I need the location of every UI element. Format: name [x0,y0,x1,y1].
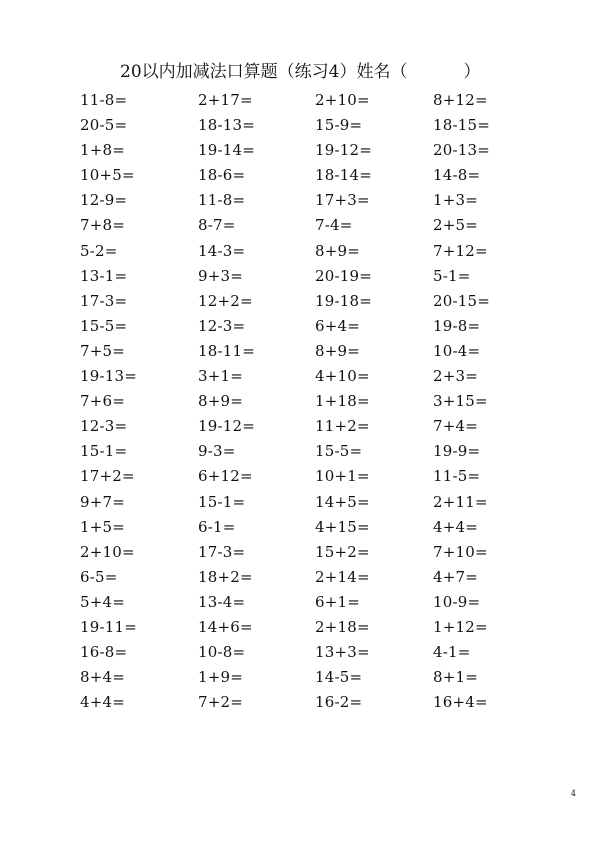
arithmetic-problem: 15-5= [315,442,363,461]
arithmetic-problem: 7+6= [80,392,126,411]
arithmetic-problem: 2+14= [315,567,370,586]
arithmetic-problem: 20-5= [80,116,128,135]
arithmetic-problem: 9-3= [198,442,236,461]
arithmetic-problem: 6+4= [315,316,361,335]
arithmetic-problem: 4+4= [433,517,479,536]
arithmetic-problem: 15-1= [80,442,128,461]
arithmetic-problem: 5-2= [80,241,118,260]
arithmetic-problem: 6-5= [80,567,118,586]
arithmetic-problem: 16-8= [80,643,128,662]
arithmetic-problem: 3+1= [198,367,244,386]
arithmetic-problem: 18-14= [315,166,373,185]
arithmetic-problem: 4+10= [315,367,370,386]
arithmetic-problem: 1+12= [433,617,488,636]
arithmetic-problem: 17+2= [80,467,135,486]
arithmetic-problem: 4-1= [433,643,471,662]
arithmetic-problem: 8+9= [315,341,361,360]
arithmetic-problem: 19-13= [80,367,138,386]
arithmetic-problem: 17+3= [315,191,370,210]
arithmetic-problem: 16+4= [433,693,488,712]
arithmetic-problem: 15-9= [315,116,363,135]
arithmetic-problem: 4+15= [315,517,370,536]
arithmetic-problem: 20-15= [433,291,491,310]
arithmetic-problem: 1+9= [198,668,244,687]
arithmetic-problem: 18-13= [198,116,256,135]
arithmetic-problem: 19-12= [315,141,373,160]
arithmetic-problem: 1+3= [433,191,479,210]
arithmetic-problem: 2+5= [433,216,479,235]
arithmetic-problem: 2+18= [315,617,370,636]
arithmetic-problem: 18+2= [198,567,253,586]
arithmetic-problem: 18-15= [433,116,491,135]
arithmetic-problem: 2+10= [315,91,370,109]
arithmetic-problem: 11-8= [80,91,128,109]
arithmetic-problem: 6-1= [198,517,236,536]
arithmetic-problem: 7+12= [433,241,488,260]
arithmetic-problem: 18-6= [198,166,246,185]
arithmetic-problem: 19-11= [80,617,138,636]
arithmetic-problem: 12-9= [80,191,128,210]
arithmetic-problem: 4+4= [80,693,126,712]
title-text: 20以内加减法口算题（练习4）姓名（ [120,62,408,82]
arithmetic-problem: 9+3= [198,266,244,285]
arithmetic-problem: 18-11= [198,341,256,360]
arithmetic-problem: 10+5= [80,166,135,185]
arithmetic-problem: 12-3= [198,316,246,335]
arithmetic-problem: 7+8= [80,216,126,235]
arithmetic-problem: 15+2= [315,542,370,561]
arithmetic-problem: 6+1= [315,592,361,611]
arithmetic-problem: 16-2= [315,693,363,712]
arithmetic-problem: 14-8= [433,166,481,185]
arithmetic-problem: 4+7= [433,567,479,586]
arithmetic-problem: 15-5= [80,316,128,335]
problem-grid [80,88,560,715]
arithmetic-problem: 9+7= [80,492,126,511]
arithmetic-problem: 2+3= [433,367,479,386]
arithmetic-problem: 19-8= [433,316,481,335]
arithmetic-problem: 3+15= [433,392,488,411]
arithmetic-problem: 2+10= [80,542,135,561]
arithmetic-problem: 14+6= [198,617,253,636]
arithmetic-problem: 7+5= [80,341,126,360]
arithmetic-problem: 14-3= [198,241,246,260]
arithmetic-problem: 20-13= [433,141,491,160]
arithmetic-problem: 1+18= [315,392,370,411]
arithmetic-problem: 8+9= [198,392,244,411]
arithmetic-problem: 10-9= [433,592,481,611]
arithmetic-problem: 14-5= [315,668,363,687]
arithmetic-problem: 7+2= [198,693,244,712]
arithmetic-problem: 11-8= [198,191,246,210]
arithmetic-problem: 2+11= [433,492,488,511]
arithmetic-problem: 17-3= [198,542,246,561]
worksheet-title [120,61,520,83]
arithmetic-problem: 8+9= [315,241,361,260]
arithmetic-problem: 8+12= [433,91,488,109]
arithmetic-problem: 7+10= [433,542,488,561]
arithmetic-problem: 11-5= [433,467,481,486]
arithmetic-problem: 10-4= [433,341,481,360]
arithmetic-problem: 19-14= [198,141,256,160]
arithmetic-problem: 2+17= [198,91,253,109]
arithmetic-problem: 10+1= [315,467,370,486]
arithmetic-problem: 11+2= [315,417,370,436]
arithmetic-problem: 5+4= [80,592,126,611]
arithmetic-problem: 17-3= [80,291,128,310]
arithmetic-problem: 5-1= [433,266,471,285]
arithmetic-problem: 19-18= [315,291,373,310]
arithmetic-problem: 1+5= [80,517,126,536]
arithmetic-problem: 12-3= [80,417,128,436]
arithmetic-problem: 13-1= [80,266,128,285]
arithmetic-problem: 15-1= [198,492,246,511]
arithmetic-problem: 7+4= [433,417,479,436]
arithmetic-problem: 13-4= [198,592,246,611]
arithmetic-problem: 12+2= [198,291,253,310]
arithmetic-problem: 14+5= [315,492,370,511]
page-number: 4 [570,789,576,798]
arithmetic-problem: 7-4= [315,216,353,235]
arithmetic-problem: 20-19= [315,266,373,285]
arithmetic-problem: 8+4= [80,668,126,687]
arithmetic-problem: 13+3= [315,643,370,662]
arithmetic-problem: 8-7= [198,216,236,235]
arithmetic-problem: 8+1= [433,668,479,687]
arithmetic-problem: 10-8= [198,643,246,662]
arithmetic-problem: 19-9= [433,442,481,461]
arithmetic-problem: 1+8= [80,141,126,160]
arithmetic-problem: 19-12= [198,417,256,436]
arithmetic-problem: 6+12= [198,467,253,486]
title-close-paren: ） [463,62,481,82]
